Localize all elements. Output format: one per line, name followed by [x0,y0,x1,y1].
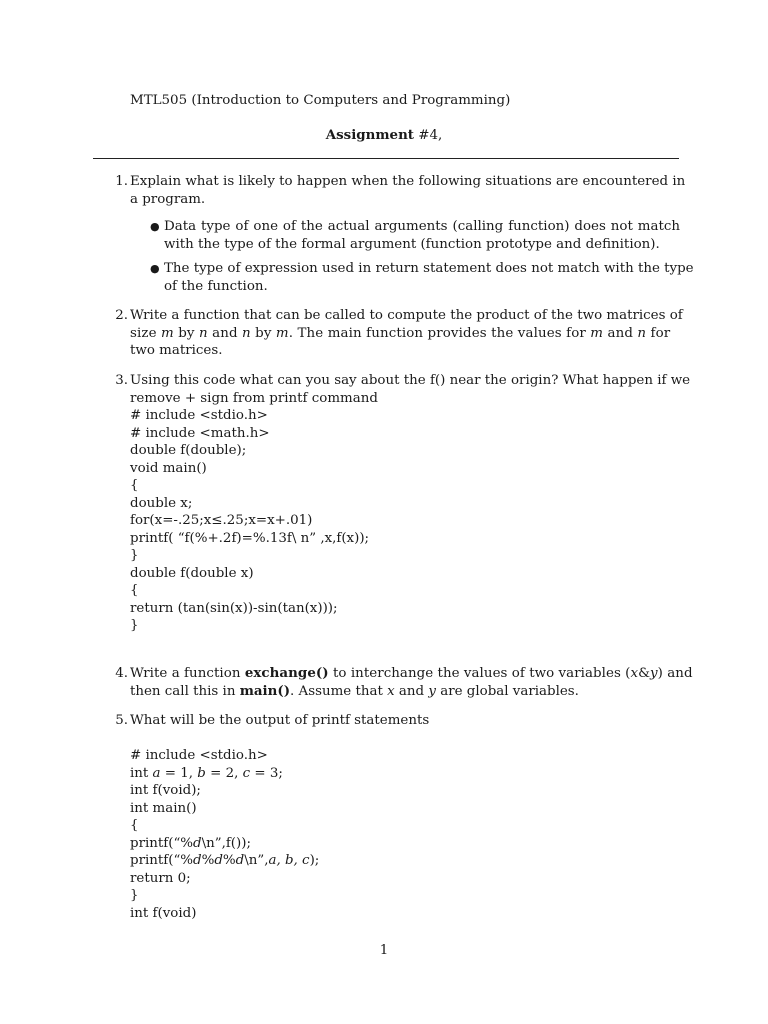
code-block [130,747,680,922]
text-run: % [222,853,236,868]
code-line: } [130,548,139,563]
code-line [130,765,680,783]
code-line: for(x=-.25;x≤.25;x=x+.01) [130,513,313,528]
code-line: } [130,888,139,903]
bullet-icon: ● [150,262,160,275]
question-body [130,372,691,635]
question-body [130,173,694,294]
text-run: Write a function [130,666,245,681]
code-line: double x; [130,495,193,511]
code-line: return 0; [130,870,191,886]
code-line: double f(double x) [130,565,254,581]
text-run: then call this in [130,683,240,699]
code-line: int f(void) [130,905,197,921]
bullet-line: of the function. [164,278,268,294]
question-line: Write a function that can be called to compute the product of the two matrices of [130,308,683,323]
course-title: MTL505 (Introduction to Computers and Programming) [130,93,511,108]
text-run: by [173,325,199,341]
question-number: 4. [115,666,128,681]
math-var: y [428,683,436,699]
text-run: . The main function provides the values for [288,325,591,341]
question-line: Using this code what can you say about the f() near the origin? What happen if we [130,373,691,388]
question-number: 2. [115,308,128,323]
assignment-label: Assignment [325,127,414,143]
text-run: int [130,765,153,781]
question-number: 3. [115,373,128,388]
math-var: d [235,853,245,868]
bullet-line: Data type of one of the actual arguments (calling function) does not match [164,219,680,234]
text-run: = 1, [160,765,198,781]
math-var: n [242,325,251,341]
page-number: 1 [379,943,389,958]
text-run: for [646,325,671,341]
text-run: = 2, [205,765,243,781]
question-line [130,665,693,683]
text-run: printf(“% [130,853,194,868]
question-line: two matrices. [130,343,223,358]
math-var: m [161,325,174,341]
question-line: remove + sign from printf command [130,390,378,406]
bullet-line: The type of expression used in return statement does not match with the type [164,261,694,276]
bullet-line: with the type of the formal argument (function prototype and definition). [164,236,660,252]
text-run: ) and [657,666,693,681]
code-line: void main() [130,460,207,476]
question-line: Explain what is likely to happen when the following situations are encountered in [130,174,686,189]
text-run: \n”,f()); [201,835,251,851]
assignment-title [0,127,768,145]
code-block [130,407,680,635]
question-line: a program. [130,191,206,207]
code-line: int main() [130,800,197,816]
text-run: ); [309,853,320,868]
text-run: by [250,325,276,341]
text-run: & [638,666,651,681]
header-divider [93,158,679,159]
math-var: d [193,853,202,868]
function-name: exchange() [244,665,329,681]
bullet-text [164,218,680,253]
math-var: m [590,325,604,341]
code-line: # include <stdio.h> [130,748,268,763]
bullet-text [164,260,694,295]
text-run: are global variables. [435,683,579,699]
code-line: { [130,818,139,833]
text-run: . Assume that [290,683,388,699]
math-var: n [198,325,208,341]
code-line: # include <math.h> [130,425,270,441]
code-line: return (tan(sin(x))-sin(tan(x))); [130,600,338,616]
code-line [130,835,680,853]
math-var: m [275,325,289,341]
bullet-icon: ● [150,220,160,233]
assignment-number: #4, [418,128,443,143]
question-line [130,325,680,343]
text-run: printf(“% [130,835,194,851]
question-body [130,712,680,922]
math-var: a, b, c [268,853,310,868]
code-line: # include <stdio.h> [130,408,268,423]
code-line [130,852,680,870]
math-var: x [387,683,395,699]
text-run: = 3; [250,765,283,781]
math-var: x [630,666,639,681]
text-run: \n”, [244,853,269,868]
math-var: b [197,765,206,781]
text-run: and [394,683,429,699]
question-line: What will be the output of printf statements [130,713,430,728]
text-run: and [207,325,243,341]
code-line: double f(double); [130,443,247,458]
code-line: { [130,583,139,598]
question-number: 1. [115,174,128,189]
text-run: and [603,325,638,341]
math-var: a [152,765,161,781]
code-line: int f(void); [130,783,201,798]
code-line: { [130,478,139,493]
math-var: n [637,325,647,341]
question-line [130,683,680,701]
question-body [130,665,693,700]
math-var: y [650,666,658,681]
function-name: main() [239,682,291,699]
math-var: d [214,853,223,868]
question-number: 5. [115,713,128,728]
text-run: % [201,853,215,868]
code-line: } [130,618,139,633]
text-run: size [130,325,161,341]
text-run: to interchange the values of two variables ( [328,666,631,681]
code-line: printf( “f(%+.2f)=%.13f\ n” ,x,f(x)); [130,530,370,546]
math-var: d [193,835,202,851]
math-var: c [242,765,251,781]
question-body [130,307,683,360]
